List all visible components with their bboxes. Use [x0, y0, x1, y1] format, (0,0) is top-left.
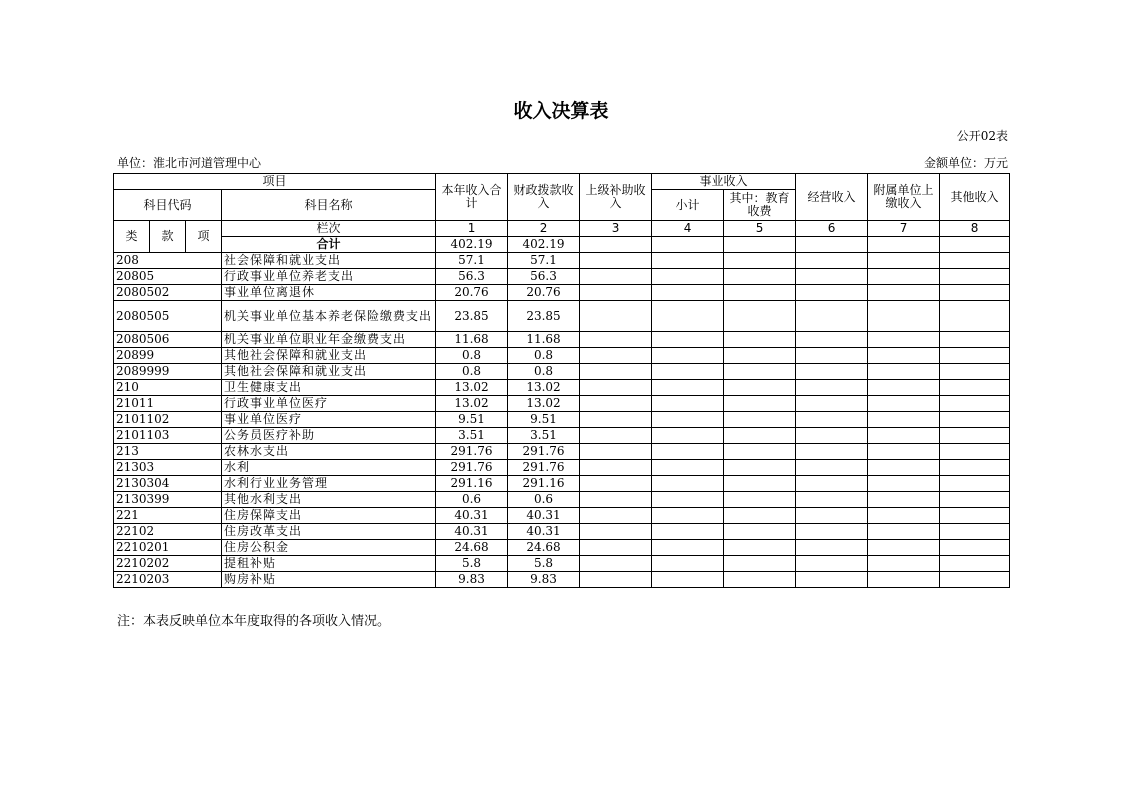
- table-row: [114, 460, 1010, 476]
- empty-cell: [652, 285, 724, 301]
- total-label: 合计: [222, 237, 436, 253]
- col-num: 2: [508, 221, 580, 237]
- empty-cell: [580, 380, 652, 396]
- subject-name-cell: 其他社会保障和就业支出: [222, 364, 436, 380]
- empty-cell: [724, 412, 796, 428]
- empty-cell: [724, 540, 796, 556]
- table-row: [114, 508, 1010, 524]
- subject-code-cell: 2210202: [114, 556, 222, 572]
- empty-cell: [724, 508, 796, 524]
- total-income-cell: 40.31: [436, 508, 508, 524]
- empty-cell: [724, 332, 796, 348]
- empty-cell: [940, 301, 1010, 332]
- fiscal-cell: 57.1: [508, 253, 580, 269]
- empty-cell: [724, 348, 796, 364]
- empty-cell: [940, 428, 1010, 444]
- empty-cell: [724, 492, 796, 508]
- empty-cell: [724, 444, 796, 460]
- footnote: 注：本表反映单位本年度取得的各项收入情况。: [117, 614, 391, 629]
- fiscal-cell: 20.76: [508, 285, 580, 301]
- total-income-cell: 5.8: [436, 556, 508, 572]
- empty-cell: [868, 540, 940, 556]
- empty-cell: [580, 428, 652, 444]
- fiscal-cell: 56.3: [508, 269, 580, 285]
- empty-cell: [940, 444, 1010, 460]
- empty-cell: [652, 253, 724, 269]
- subject-code-cell: 20805: [114, 269, 222, 285]
- header-kuan: 款: [150, 221, 186, 253]
- subject-name-cell: 事业单位离退休: [222, 285, 436, 301]
- empty-cell: [796, 508, 868, 524]
- subject-name-cell: 行政事业单位医疗: [222, 396, 436, 412]
- fiscal-cell: 24.68: [508, 540, 580, 556]
- total-income-cell: 3.51: [436, 428, 508, 444]
- subject-code-cell: 2210203: [114, 572, 222, 588]
- empty-cell: [796, 492, 868, 508]
- empty-cell: [652, 348, 724, 364]
- fiscal-cell: 5.8: [508, 556, 580, 572]
- total-income-cell: 0.8: [436, 364, 508, 380]
- col-num: 7: [868, 221, 940, 237]
- header-other: 其他收入: [940, 174, 1010, 221]
- fiscal-cell: 11.68: [508, 332, 580, 348]
- subject-code-cell: 2080506: [114, 332, 222, 348]
- header-xiang: 项: [186, 221, 222, 253]
- empty-cell: [724, 253, 796, 269]
- col-num: 4: [652, 221, 724, 237]
- empty-cell: [580, 285, 652, 301]
- empty-cell: [580, 476, 652, 492]
- empty-cell: [940, 253, 1010, 269]
- empty-cell: [652, 476, 724, 492]
- subject-code-cell: 21303: [114, 460, 222, 476]
- table-row: [114, 556, 1010, 572]
- empty-cell: [868, 508, 940, 524]
- empty-cell: [868, 412, 940, 428]
- table-row: [114, 524, 1010, 540]
- subject-code-cell: 2080502: [114, 285, 222, 301]
- empty-cell: [940, 508, 1010, 524]
- subject-name-cell: 其他水利支出: [222, 492, 436, 508]
- subject-name-cell: 公务员医疗补助: [222, 428, 436, 444]
- empty-cell: [868, 269, 940, 285]
- empty-cell: [940, 476, 1010, 492]
- subject-code-cell: 210: [114, 380, 222, 396]
- header-operating: 经营收入: [796, 174, 868, 221]
- fiscal-cell: 40.31: [508, 508, 580, 524]
- empty-cell: [796, 540, 868, 556]
- table-row: [114, 380, 1010, 396]
- fiscal-cell: 3.51: [508, 428, 580, 444]
- total-income-cell: 291.76: [436, 444, 508, 460]
- empty-cell: [796, 412, 868, 428]
- empty-cell: [724, 556, 796, 572]
- total-fiscal-value: 402.19: [508, 237, 580, 253]
- total-income-cell: 57.1: [436, 253, 508, 269]
- empty-cell: [652, 380, 724, 396]
- total-income-cell: 0.6: [436, 492, 508, 508]
- subject-name-cell: 行政事业单位养老支出: [222, 269, 436, 285]
- empty-cell: [652, 572, 724, 588]
- empty-cell: [940, 540, 1010, 556]
- subject-name-cell: 其他社会保障和就业支出: [222, 348, 436, 364]
- empty-cell: [652, 524, 724, 540]
- table-row: [114, 285, 1010, 301]
- empty-cell: [724, 428, 796, 444]
- fiscal-cell: 23.85: [508, 301, 580, 332]
- empty-cell: [580, 572, 652, 588]
- empty-cell: [652, 428, 724, 444]
- header-fiscal: 财政拨款收入: [508, 174, 580, 221]
- total-income-cell: 291.76: [436, 460, 508, 476]
- header-career: 事业收入: [652, 174, 796, 190]
- unit-label: 单位：淮北市河道管理中心: [117, 156, 262, 170]
- empty-cell: [580, 332, 652, 348]
- empty-cell: [796, 253, 868, 269]
- empty-cell: [724, 524, 796, 540]
- empty-cell: [940, 380, 1010, 396]
- empty-cell: [580, 492, 652, 508]
- empty-cell: [652, 508, 724, 524]
- empty-cell: [868, 492, 940, 508]
- empty-cell: [796, 301, 868, 332]
- fiscal-cell: 9.83: [508, 572, 580, 588]
- empty-cell: [652, 269, 724, 285]
- total-income-cell: 40.31: [436, 524, 508, 540]
- total-income-cell: 13.02: [436, 380, 508, 396]
- empty-cell: [868, 476, 940, 492]
- subject-name-cell: 水利行业业务管理: [222, 476, 436, 492]
- empty-cell: [580, 524, 652, 540]
- header-subtotal: 小计: [652, 190, 724, 221]
- header-superior: 上级补助收入: [580, 174, 652, 221]
- total-income-cell: 0.8: [436, 348, 508, 364]
- total-income-cell: 11.68: [436, 332, 508, 348]
- empty-cell: [580, 348, 652, 364]
- total-income-cell: 20.76: [436, 285, 508, 301]
- header-subject-name: 科目名称: [222, 190, 436, 221]
- fiscal-cell: 13.02: [508, 396, 580, 412]
- col-num: 5: [724, 221, 796, 237]
- fiscal-cell: 291.76: [508, 444, 580, 460]
- fiscal-cell: 291.76: [508, 460, 580, 476]
- subject-code-cell: 2089999: [114, 364, 222, 380]
- subject-code-cell: 2080505: [114, 301, 222, 332]
- total-income-cell: 56.3: [436, 269, 508, 285]
- table-row: [114, 269, 1010, 285]
- empty-cell: [940, 269, 1010, 285]
- subject-code-cell: 208: [114, 253, 222, 269]
- empty-cell: [652, 396, 724, 412]
- fiscal-cell: 40.31: [508, 524, 580, 540]
- subject-code-cell: 213: [114, 444, 222, 460]
- table-row: [114, 492, 1010, 508]
- empty-cell: [868, 364, 940, 380]
- table-row: [114, 332, 1010, 348]
- empty-cell: [940, 364, 1010, 380]
- total-income-cell: 291.16: [436, 476, 508, 492]
- header-lei: 类: [114, 221, 150, 253]
- page-title: 收入决算表: [513, 100, 609, 122]
- empty-cell: [868, 380, 940, 396]
- empty-cell: [796, 428, 868, 444]
- table-row: [114, 572, 1010, 588]
- empty-cell: [652, 364, 724, 380]
- col-num: 8: [940, 221, 1010, 237]
- empty-cell: [796, 380, 868, 396]
- fiscal-cell: 9.51: [508, 412, 580, 428]
- empty-cell: [868, 572, 940, 588]
- empty-cell: [652, 492, 724, 508]
- table-row: [114, 444, 1010, 460]
- subject-code-cell: 2130304: [114, 476, 222, 492]
- empty-cell: [580, 540, 652, 556]
- empty-cell: [868, 428, 940, 444]
- table-row: [114, 396, 1010, 412]
- empty-cell: [868, 444, 940, 460]
- col-num: 6: [796, 221, 868, 237]
- empty-cell: [868, 396, 940, 412]
- header-affiliated: 附属单位上缴收入: [868, 174, 940, 221]
- subject-code-cell: 22102: [114, 524, 222, 540]
- subject-name-cell: 提租补贴: [222, 556, 436, 572]
- empty-cell: [940, 348, 1010, 364]
- empty-cell: [724, 301, 796, 332]
- table-row: [114, 428, 1010, 444]
- header-subject-code: 科目代码: [114, 190, 222, 221]
- empty-cell: [724, 396, 796, 412]
- empty-cell: [796, 364, 868, 380]
- fiscal-cell: 291.16: [508, 476, 580, 492]
- empty-cell: [724, 460, 796, 476]
- empty-cell: [652, 556, 724, 572]
- empty-cell: [868, 348, 940, 364]
- empty-cell: [940, 556, 1010, 572]
- income-table: [113, 173, 1010, 588]
- fiscal-cell: 0.8: [508, 364, 580, 380]
- table-row: [114, 348, 1010, 364]
- empty-cell: [868, 301, 940, 332]
- subject-name-cell: 住房公积金: [222, 540, 436, 556]
- fiscal-cell: 13.02: [508, 380, 580, 396]
- empty-cell: [580, 269, 652, 285]
- empty-cell: [580, 301, 652, 332]
- empty-cell: [940, 412, 1010, 428]
- empty-cell: [796, 476, 868, 492]
- empty-cell: [724, 476, 796, 492]
- empty-cell: [724, 269, 796, 285]
- subject-name-cell: 机关事业单位基本养老保险缴费支出: [222, 301, 436, 332]
- empty-cell: [652, 412, 724, 428]
- empty-cell: [580, 364, 652, 380]
- table-row: [114, 412, 1010, 428]
- subject-name-cell: 卫生健康支出: [222, 380, 436, 396]
- table-row: [114, 364, 1010, 380]
- empty-cell: [868, 556, 940, 572]
- empty-cell: [580, 556, 652, 572]
- empty-cell: [580, 412, 652, 428]
- total-income-cell: 24.68: [436, 540, 508, 556]
- empty-cell: [796, 396, 868, 412]
- empty-cell: [868, 253, 940, 269]
- empty-cell: [724, 364, 796, 380]
- subject-code-cell: 2101103: [114, 428, 222, 444]
- subject-name-cell: 住房改革支出: [222, 524, 436, 540]
- subject-name-cell: 事业单位医疗: [222, 412, 436, 428]
- empty-cell: [940, 492, 1010, 508]
- empty-cell: [580, 444, 652, 460]
- form-number: 公开02表: [956, 129, 1008, 143]
- col-num: 3: [580, 221, 652, 237]
- empty-cell: [796, 556, 868, 572]
- empty-cell: [724, 572, 796, 588]
- empty-cell: [724, 285, 796, 301]
- empty-cell: [796, 332, 868, 348]
- header-lanci: 栏次: [222, 221, 436, 237]
- subject-code-cell: 2101102: [114, 412, 222, 428]
- empty-cell: [868, 460, 940, 476]
- empty-cell: [796, 285, 868, 301]
- table-row: [114, 476, 1010, 492]
- table-row: [114, 301, 1010, 332]
- total-income-cell: 23.85: [436, 301, 508, 332]
- col-num: 1: [436, 221, 508, 237]
- subject-code-cell: 221: [114, 508, 222, 524]
- empty-cell: [652, 460, 724, 476]
- total-income-value: 402.19: [436, 237, 508, 253]
- empty-cell: [940, 572, 1010, 588]
- header-total-income: 本年收入合计: [436, 174, 508, 221]
- empty-cell: [940, 524, 1010, 540]
- fiscal-cell: 0.6: [508, 492, 580, 508]
- empty-cell: [724, 380, 796, 396]
- amount-unit-label: 金额单位：万元: [923, 156, 1008, 170]
- empty-cell: [580, 460, 652, 476]
- empty-cell: [652, 301, 724, 332]
- total-income-cell: 13.02: [436, 396, 508, 412]
- empty-cell: [940, 460, 1010, 476]
- empty-cell: [652, 332, 724, 348]
- header-project: 项目: [114, 174, 436, 190]
- empty-cell: [796, 348, 868, 364]
- empty-cell: [652, 540, 724, 556]
- empty-cell: [580, 396, 652, 412]
- subject-name-cell: 社会保障和就业支出: [222, 253, 436, 269]
- empty-cell: [652, 444, 724, 460]
- subject-code-cell: 2210201: [114, 540, 222, 556]
- subject-name-cell: 住房保障支出: [222, 508, 436, 524]
- empty-cell: [940, 285, 1010, 301]
- empty-cell: [868, 524, 940, 540]
- empty-cell: [940, 396, 1010, 412]
- empty-cell: [580, 253, 652, 269]
- empty-cell: [796, 444, 868, 460]
- subject-code-cell: 2130399: [114, 492, 222, 508]
- total-income-cell: 9.83: [436, 572, 508, 588]
- empty-cell: [796, 460, 868, 476]
- empty-cell: [796, 269, 868, 285]
- subject-code-cell: 20899: [114, 348, 222, 364]
- total-income-cell: 9.51: [436, 412, 508, 428]
- empty-cell: [940, 332, 1010, 348]
- empty-cell: [580, 508, 652, 524]
- subject-name-cell: 购房补贴: [222, 572, 436, 588]
- subject-name-cell: 机关事业单位职业年金缴费支出: [222, 332, 436, 348]
- subject-code-cell: 21011: [114, 396, 222, 412]
- empty-cell: [868, 332, 940, 348]
- empty-cell: [796, 524, 868, 540]
- subject-name-cell: 农林水支出: [222, 444, 436, 460]
- empty-cell: [796, 572, 868, 588]
- fiscal-cell: 0.8: [508, 348, 580, 364]
- empty-cell: [868, 285, 940, 301]
- subject-name-cell: 水利: [222, 460, 436, 476]
- header-edu: 其中：教育收费: [724, 190, 796, 221]
- table-row: [114, 253, 1010, 269]
- table-row: [114, 540, 1010, 556]
